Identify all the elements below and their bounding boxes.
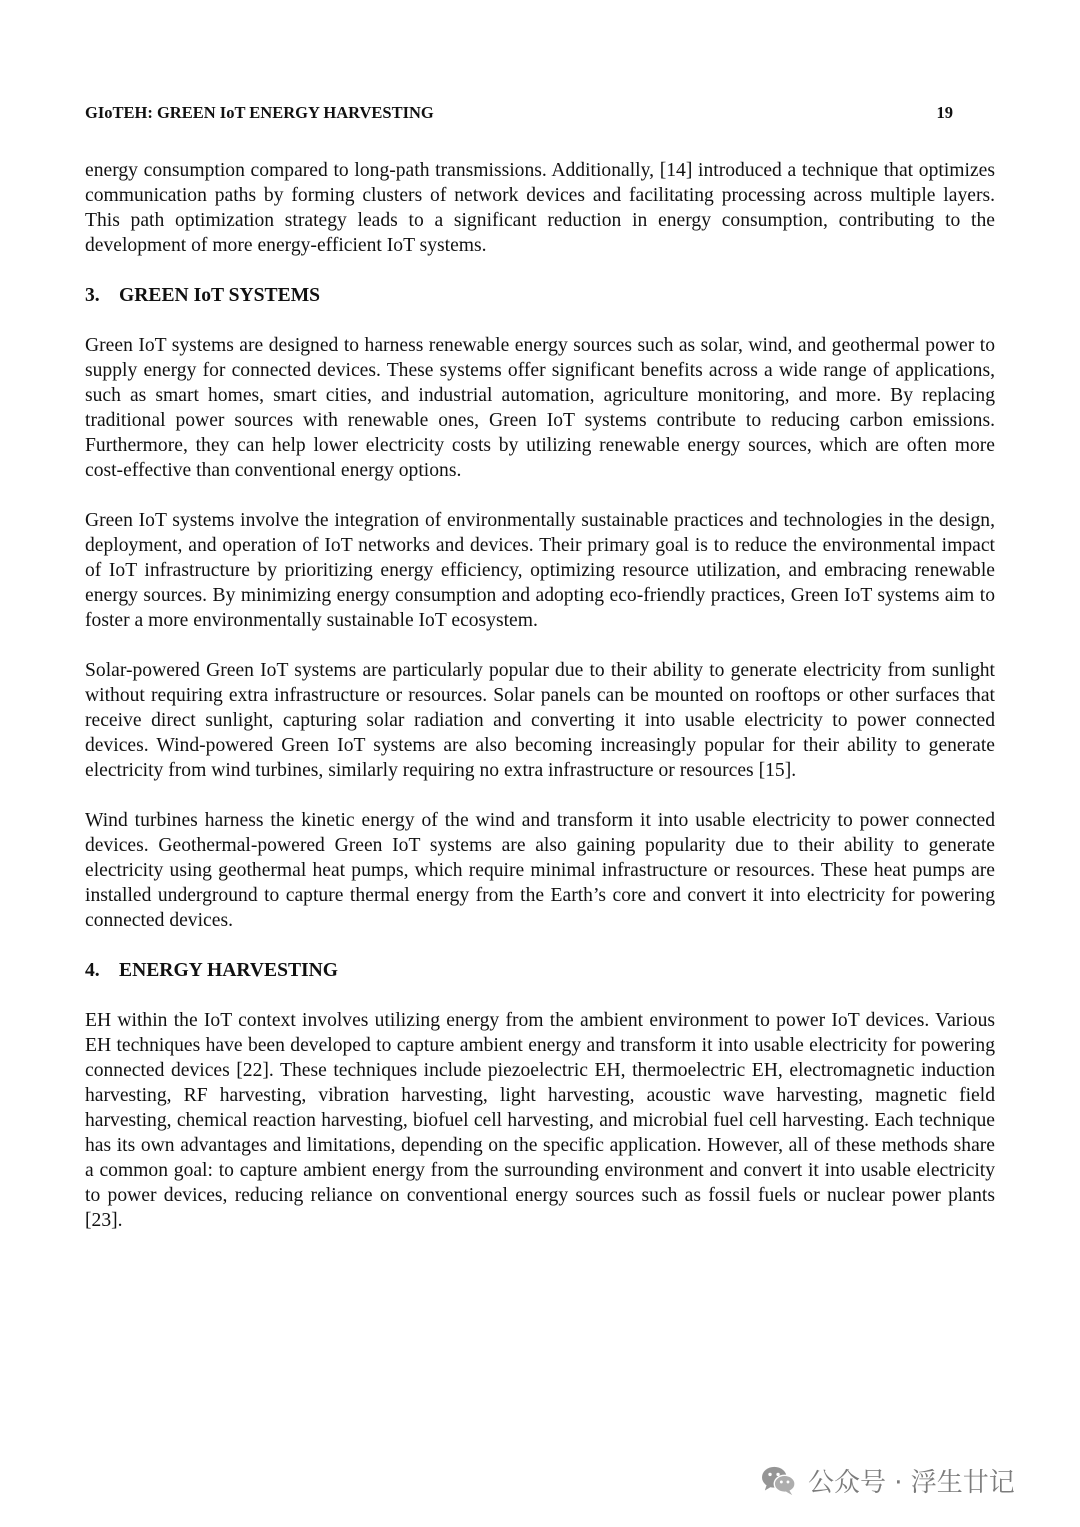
section-4-title: ENERGY HARVESTING	[119, 960, 339, 981]
section-3-number: 3.	[85, 285, 100, 306]
continuation-paragraph: energy consumption compared to long-path transmissions. Additionally, [14] introduced a technique that optimizes communication paths by forming clusters of network devices and facilitating processing across multiple layers. This path optimization strategy leads to a significant reduction in energy consumption, contributing to the development of more energy-efficient IoT systems.	[85, 160, 995, 256]
page-number: 19	[936, 103, 953, 122]
watermark-text: 公众号 · 浮生廿记	[808, 1468, 1015, 1498]
section-3-paragraph-4: Wind turbines harness the kinetic energy of the wind and transform it into usable electricity to power connected devices. Geothermal-powered Green IoT systems are also gaining popularity due to their ability to generate electricity using geothermal heat pumps, which require minimal infrastructure or resources. These heat pumps are installed underground to capture thermal energy from the Earth’s core and convert it into electricity for powering connected devices.	[85, 810, 995, 931]
section-3-paragraph-2: Green IoT systems involve the integration of environmentally sustainable practices and technologies in the design, deployment, and operation of IoT networks and devices. Their primary goal is to reduce the environmental impact of IoT infrastructure by prioritizing energy efficiency, optimizing resource utilization, and embracing renewable energy sources. By minimizing energy consumption and adopting eco-friendly practices, Green IoT systems aim to foster a more environmentally sustainable IoT ecosystem.	[85, 510, 995, 631]
watermark	[760, 1462, 1015, 1499]
section-4-number: 4.	[85, 960, 100, 981]
section-3-title: GREEN IoT SYSTEMS	[119, 285, 321, 306]
document-page	[85, 100, 995, 1233]
running-title: GIoTEH: GREEN IoT ENERGY HARVESTING	[85, 103, 434, 122]
section-4-heading	[85, 958, 995, 983]
section-3-paragraph-3: Solar-powered Green IoT systems are particularly popular due to their ability to generate electricity from sunlight without requiring extra infrastructure or resources. Solar panels can be mounted on rooftops or other surfaces that receive direct sunlight, capturing solar radiation and converting it into usable electricity to power connected devices. Wind-powered Green IoT systems are also becoming increasingly popular for their ability to generate electricity from wind turbines, similarly requiring no extra infrastructure or resources [15].	[85, 660, 995, 781]
section-3-paragraph-1: Green IoT systems are designed to harness renewable energy sources such as solar, wind, and geothermal power to supply energy for connected devices. These systems offer significant benefits across a wide range of applications, such as smart homes, smart cities, and industrial automation, agriculture monitoring, and more. By replacing traditional power sources with renewable ones, Green IoT systems contribute to reducing carbon emissions. Furthermore, they can help lower electricity costs by utilizing renewable energy sources, which are often more cost-effective than conventional energy options.	[85, 335, 995, 481]
running-header	[85, 103, 995, 129]
section-3-heading	[85, 283, 995, 308]
section-4-paragraph-1: EH within the IoT context involves utilizing energy from the ambient environment to power IoT devices. Various EH techniques have been developed to capture ambient energy and transform it into usable electricity for powering connected devices [22]. These techniques include piezoelectric EH, thermoelectric EH, electromagnetic induction harvesting, RF harvesting, vibration harvesting, light harvesting, acoustic wave harvesting, magnetic field harvesting, chemical reaction harvesting, biofuel cell harvesting, and microbial fuel cell harvesting. Each technique has its own advantages and limitations, depending on the specific application. However, all of these methods share a common goal: to capture ambient energy from the surrounding environment and convert it into usable electricity to power devices, reducing reliance on conventional energy sources such as fossil fuels or nuclear power plants [23].	[85, 1010, 995, 1231]
wechat-icon	[760, 1464, 798, 1498]
